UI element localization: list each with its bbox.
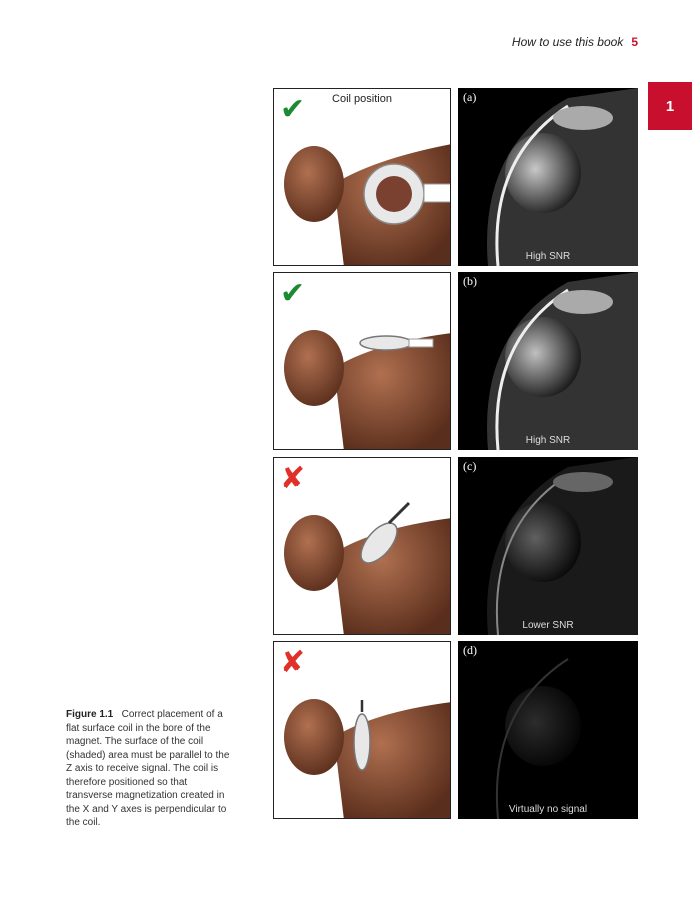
mri-image-c — [458, 457, 638, 635]
caption-text: Correct placement of a flat surface coil in the bore of the magnet. The surface of the coil (shaded) area must be parallel to the Z axis to receive signal. The coil is therefore positioned so that transverse magnetization created in the X and Y axes is perpendicular to the coil. — [66, 709, 230, 828]
panel-letter: (a) — [463, 90, 477, 104]
panel-letter: (b) — [463, 274, 477, 288]
section-title: How to use this book — [511, 35, 624, 49]
mri-image-d — [458, 641, 638, 819]
mri-image-a — [458, 88, 638, 266]
snr-label: High SNR — [525, 435, 571, 446]
figure-label: Figure 1.1 — [66, 709, 114, 720]
page-number: 5 — [631, 35, 638, 49]
chapter-tab: 1 — [648, 82, 692, 130]
coil-illustration-c — [273, 457, 451, 635]
snr-label: Virtually no signal — [508, 804, 588, 815]
coil-illustration-a — [273, 88, 451, 266]
snr-label: High SNR — [525, 251, 571, 262]
panel-letter: (c) — [463, 459, 477, 473]
panel-letter: (d) — [463, 643, 477, 657]
cross-icon: ✘ — [280, 646, 306, 679]
coil-position-label: Coil position — [332, 93, 392, 105]
coil-illustration-b — [273, 272, 451, 450]
snr-label: Lower SNR — [522, 620, 574, 631]
mri-image-b — [458, 272, 638, 450]
checkmark-icon: ✔ — [280, 93, 306, 126]
checkmark-icon: ✔ — [280, 277, 306, 310]
figure-caption — [66, 708, 234, 830]
cross-icon: ✘ — [280, 462, 306, 495]
running-header — [512, 35, 638, 49]
coil-illustration-d — [273, 641, 451, 819]
